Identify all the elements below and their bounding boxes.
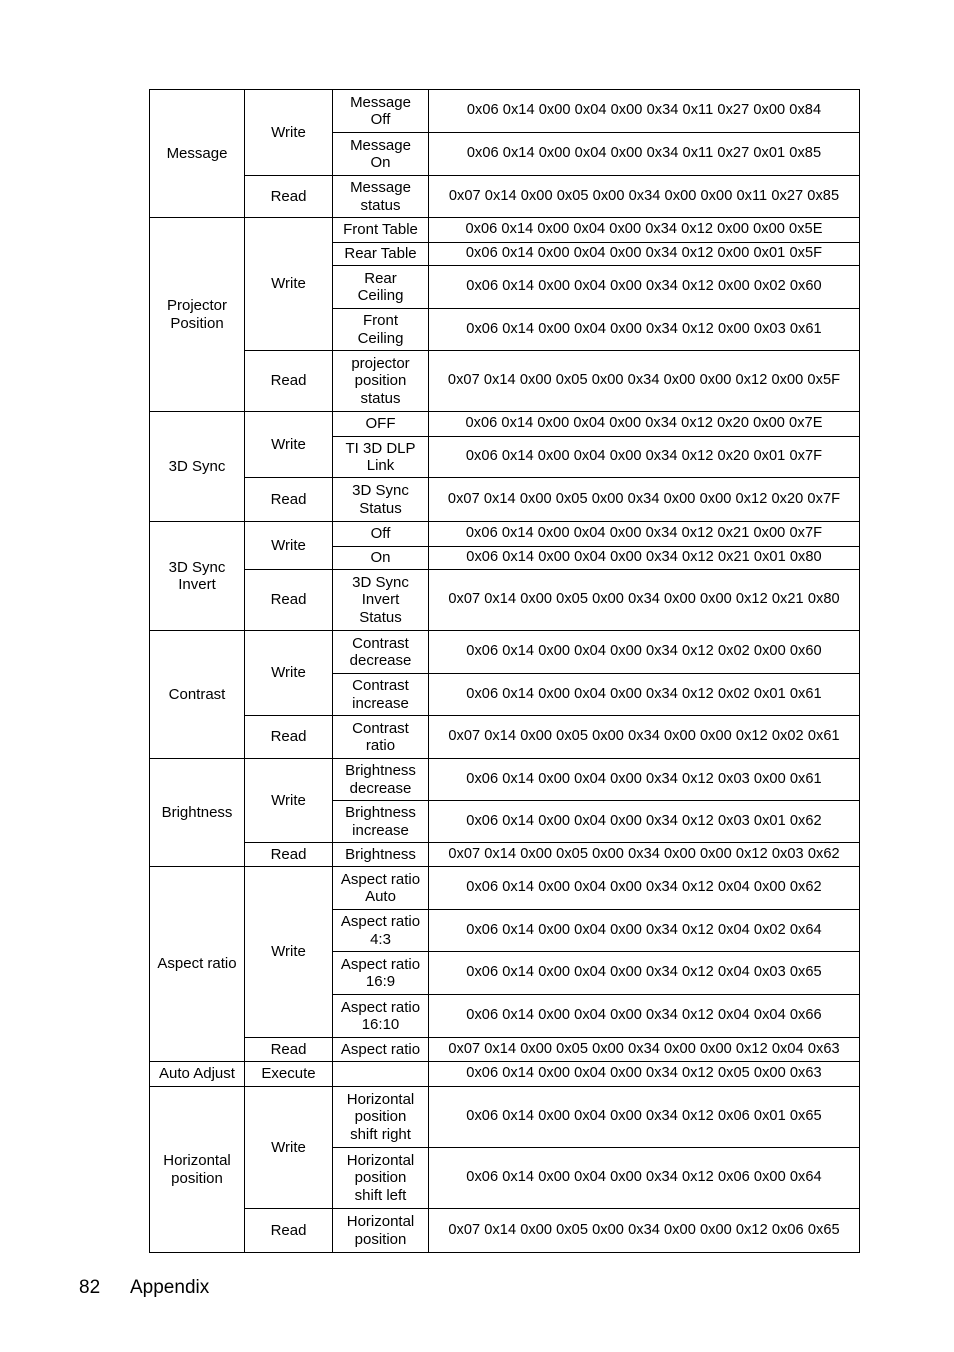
table-row: [150, 716, 860, 759]
item-cell: Front Table: [333, 218, 429, 243]
command-code-cell: 0x06 0x14 0x00 0x04 0x00 0x34 0x12 0x04 0x00 0x62: [429, 867, 860, 910]
command-code-cell: 0x07 0x14 0x00 0x05 0x00 0x34 0x00 0x00 0x12 0x04 0x63: [429, 1038, 860, 1062]
function-cell: 3D Sync: [150, 412, 245, 522]
function-cell: Horizontal position: [150, 1087, 245, 1253]
item-cell: Front Ceiling: [333, 309, 429, 351]
operation-cell: Write: [245, 867, 333, 1038]
operation-cell: Read: [245, 1209, 333, 1253]
operation-cell: Write: [245, 218, 333, 351]
operation-cell: Write: [245, 1087, 333, 1209]
item-cell: Horizontal position shift right: [333, 1087, 429, 1148]
table-row: [150, 522, 860, 547]
operation-cell: Write: [245, 412, 333, 478]
command-code-cell: 0x06 0x14 0x00 0x04 0x00 0x34 0x12 0x21 0x01 0x80: [429, 547, 860, 570]
operation-cell: Write: [245, 90, 333, 176]
command-code-cell: 0x07 0x14 0x00 0x05 0x00 0x34 0x00 0x00 0x12 0x02 0x61: [429, 716, 860, 759]
item-cell: Message status: [333, 176, 429, 218]
table-row: [150, 1038, 860, 1062]
function-cell: Message: [150, 90, 245, 218]
command-code-cell: 0x07 0x14 0x00 0x05 0x00 0x34 0x00 0x00 0x12 0x03 0x62: [429, 843, 860, 867]
item-cell: Brightness: [333, 843, 429, 867]
item-cell: Horizontal position: [333, 1209, 429, 1253]
item-cell: Horizontal position shift left: [333, 1148, 429, 1209]
item-cell: Aspect ratio 4:3: [333, 910, 429, 952]
item-cell: Aspect ratio: [333, 1038, 429, 1062]
table-row: [150, 90, 860, 133]
item-cell: OFF: [333, 412, 429, 437]
table-row: [150, 759, 860, 801]
page-footer: [79, 1277, 209, 1299]
item-cell: 3D Sync Invert Status: [333, 570, 429, 631]
operation-cell: Read: [245, 570, 333, 631]
operation-cell: Write: [245, 522, 333, 570]
operation-cell: Read: [245, 478, 333, 522]
item-cell: Aspect ratio 16:10: [333, 995, 429, 1038]
function-cell: Brightness: [150, 759, 245, 867]
command-code-cell: 0x06 0x14 0x00 0x04 0x00 0x34 0x12 0x00 0x02 0x60: [429, 266, 860, 309]
item-cell: Rear Ceiling: [333, 266, 429, 309]
item-cell: Aspect ratio Auto: [333, 867, 429, 910]
function-cell: Aspect ratio: [150, 867, 245, 1062]
table-row: [150, 631, 860, 674]
item-cell: TI 3D DLP Link: [333, 437, 429, 478]
table-row: [150, 843, 860, 867]
command-code-cell: 0x06 0x14 0x00 0x04 0x00 0x34 0x12 0x00 0x03 0x61: [429, 309, 860, 351]
item-cell: projector position status: [333, 351, 429, 412]
command-code-cell: 0x06 0x14 0x00 0x04 0x00 0x34 0x12 0x20 0x01 0x7F: [429, 437, 860, 478]
command-code-cell: 0x07 0x14 0x00 0x05 0x00 0x34 0x00 0x00 0x12 0x20 0x7F: [429, 478, 860, 522]
function-cell: Projector Position: [150, 218, 245, 412]
item-cell: Aspect ratio 16:9: [333, 952, 429, 995]
command-code-cell: 0x06 0x14 0x00 0x04 0x00 0x34 0x12 0x00 0x00 0x5E: [429, 218, 860, 243]
item-cell: On: [333, 547, 429, 570]
item-cell: Off: [333, 522, 429, 547]
command-table-body: [150, 90, 860, 1253]
section-title: Appendix: [130, 1277, 210, 1298]
command-code-cell: 0x07 0x14 0x00 0x05 0x00 0x34 0x00 0x00 0x11 0x27 0x85: [429, 176, 860, 218]
item-cell: Message On: [333, 133, 429, 176]
table-row: [150, 570, 860, 631]
command-code-cell: 0x06 0x14 0x00 0x04 0x00 0x34 0x12 0x02 0x01 0x61: [429, 674, 860, 716]
command-code-cell: 0x06 0x14 0x00 0x04 0x00 0x34 0x11 0x27 0x01 0x85: [429, 133, 860, 176]
item-cell: [333, 1062, 429, 1087]
command-code-cell: 0x06 0x14 0x00 0x04 0x00 0x34 0x12 0x04 0x04 0x66: [429, 995, 860, 1038]
table-row: [150, 478, 860, 522]
function-cell: Auto Adjust: [150, 1062, 245, 1087]
table-row: [150, 1062, 860, 1087]
command-code-cell: 0x06 0x14 0x00 0x04 0x00 0x34 0x12 0x05 0x00 0x63: [429, 1062, 860, 1087]
page-number: 82: [79, 1277, 101, 1298]
item-cell: Brightness increase: [333, 801, 429, 843]
command-code-cell: 0x06 0x14 0x00 0x04 0x00 0x34 0x12 0x00 0x01 0x5F: [429, 243, 860, 266]
command-code-cell: 0x06 0x14 0x00 0x04 0x00 0x34 0x12 0x04 0x02 0x64: [429, 910, 860, 952]
item-cell: 3D Sync Status: [333, 478, 429, 522]
item-cell: Contrast increase: [333, 674, 429, 716]
command-code-cell: 0x06 0x14 0x00 0x04 0x00 0x34 0x11 0x27 0x00 0x84: [429, 90, 860, 133]
command-code-cell: 0x06 0x14 0x00 0x04 0x00 0x34 0x12 0x06 0x01 0x65: [429, 1087, 860, 1148]
operation-cell: Write: [245, 631, 333, 716]
function-cell: 3D Sync Invert: [150, 522, 245, 631]
table-row: [150, 218, 860, 243]
table-row: [150, 351, 860, 412]
command-code-cell: 0x06 0x14 0x00 0x04 0x00 0x34 0x12 0x21 0x00 0x7F: [429, 522, 860, 547]
command-code-cell: 0x06 0x14 0x00 0x04 0x00 0x34 0x12 0x02 0x00 0x60: [429, 631, 860, 674]
command-code-cell: 0x06 0x14 0x00 0x04 0x00 0x34 0x12 0x06 0x00 0x64: [429, 1148, 860, 1209]
table-row: [150, 867, 860, 910]
command-code-cell: 0x06 0x14 0x00 0x04 0x00 0x34 0x12 0x20 0x00 0x7E: [429, 412, 860, 437]
table-row: [150, 176, 860, 218]
operation-cell: Execute: [245, 1062, 333, 1087]
command-code-cell: 0x07 0x14 0x00 0x05 0x00 0x34 0x00 0x00 0x12 0x06 0x65: [429, 1209, 860, 1253]
operation-cell: Write: [245, 759, 333, 843]
table-row: [150, 1209, 860, 1253]
command-code-cell: 0x06 0x14 0x00 0x04 0x00 0x34 0x12 0x03 0x00 0x61: [429, 759, 860, 801]
operation-cell: Read: [245, 351, 333, 412]
command-code-cell: 0x06 0x14 0x00 0x04 0x00 0x34 0x12 0x03 0x01 0x62: [429, 801, 860, 843]
table-row: [150, 412, 860, 437]
item-cell: Brightness decrease: [333, 759, 429, 801]
item-cell: Contrast ratio: [333, 716, 429, 759]
item-cell: Message Off: [333, 90, 429, 133]
operation-cell: Read: [245, 716, 333, 759]
operation-cell: Read: [245, 843, 333, 867]
table-row: [150, 1087, 860, 1148]
command-code-cell: 0x07 0x14 0x00 0x05 0x00 0x34 0x00 0x00 0x12 0x00 0x5F: [429, 351, 860, 412]
command-code-cell: 0x07 0x14 0x00 0x05 0x00 0x34 0x00 0x00 0x12 0x21 0x80: [429, 570, 860, 631]
item-cell: Contrast decrease: [333, 631, 429, 674]
operation-cell: Read: [245, 176, 333, 218]
function-cell: Contrast: [150, 631, 245, 759]
command-table: [149, 89, 860, 1253]
command-code-cell: 0x06 0x14 0x00 0x04 0x00 0x34 0x12 0x04 0x03 0x65: [429, 952, 860, 995]
item-cell: Rear Table: [333, 243, 429, 266]
operation-cell: Read: [245, 1038, 333, 1062]
